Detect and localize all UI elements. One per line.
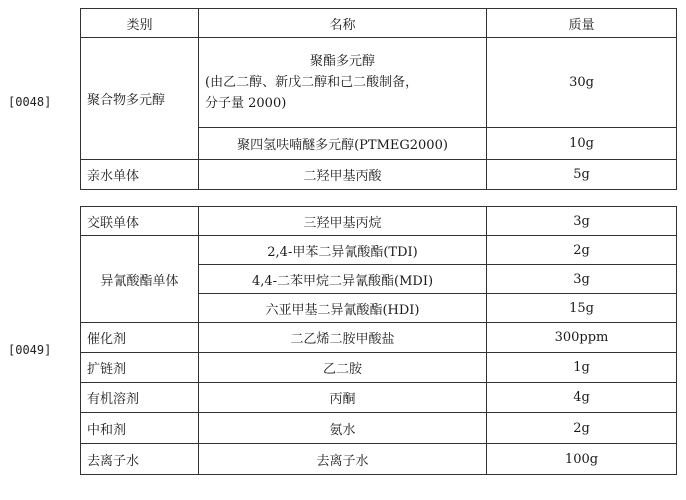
table-row — [81, 207, 677, 236]
name-cell: 丙酮 — [199, 383, 487, 413]
category-cell: 交联单体 — [81, 207, 199, 236]
mass-cell: 10g — [487, 128, 677, 160]
name-cell: 去离子水 — [199, 444, 487, 475]
category-cell: 聚合物多元醇 — [81, 38, 199, 160]
mass-cell: 2g — [487, 413, 677, 444]
mass-cell: 2g — [487, 236, 677, 265]
name-cell: 4,4-二苯甲烷二异氰酸酯(MDI) — [199, 265, 487, 294]
paragraph-label-0048: [0048] — [8, 95, 52, 109]
mass-cell: 3g — [487, 207, 677, 236]
formulation-table-part-1 — [80, 8, 677, 190]
table-row — [81, 38, 677, 128]
name-cell: 聚四氢呋喃醚多元醇(PTMEG2000) — [199, 128, 487, 160]
category-cell: 去离子水 — [81, 444, 199, 475]
name-line: 聚酯多元醇 — [309, 54, 375, 69]
name-cell: 二乙烯二胺甲酸盐 — [199, 323, 487, 353]
header-name: 名称 — [199, 9, 487, 38]
category-cell: 扩链剂 — [81, 353, 199, 383]
name-line: 分子量 2000) — [205, 96, 287, 111]
name-cell-multiline — [199, 38, 487, 128]
mass-cell: 100g — [487, 444, 677, 475]
table-row — [81, 353, 677, 383]
category-cell: 异氰酸酯单体 — [81, 236, 199, 323]
category-cell: 催化剂 — [81, 323, 199, 353]
mass-cell: 3g — [487, 265, 677, 294]
name-cell: 乙二胺 — [199, 353, 487, 383]
table-row — [81, 323, 677, 353]
header-category: 类别 — [81, 9, 199, 38]
table-row — [81, 444, 677, 475]
mass-cell: 300ppm — [487, 323, 677, 353]
table-row — [81, 236, 677, 265]
category-cell: 中和剂 — [81, 413, 199, 444]
name-line: (由乙二醇、新戊二醇和己二酸制备， — [205, 75, 419, 90]
paragraph-label-0049: [0049] — [8, 343, 52, 357]
mass-cell: 5g — [487, 160, 677, 190]
name-cell: 二羟甲基丙酸 — [199, 160, 487, 190]
category-cell: 有机溶剂 — [81, 383, 199, 413]
name-cell: 氨水 — [199, 413, 487, 444]
name-cell: 三羟甲基丙烷 — [199, 207, 487, 236]
table-row — [81, 160, 677, 190]
name-cell: 六亚甲基二异氰酸酯(HDI) — [199, 294, 487, 323]
table-row — [81, 413, 677, 444]
mass-cell: 4g — [487, 383, 677, 413]
table-header-row — [81, 9, 677, 38]
mass-cell: 15g — [487, 294, 677, 323]
category-cell: 亲水单体 — [81, 160, 199, 190]
name-cell: 2,4-甲苯二异氰酸酯(TDI) — [199, 236, 487, 265]
mass-cell: 30g — [487, 38, 677, 128]
table-row — [81, 383, 677, 413]
header-mass: 质量 — [487, 9, 677, 38]
formulation-table-part-2 — [80, 206, 677, 475]
mass-cell: 1g — [487, 353, 677, 383]
